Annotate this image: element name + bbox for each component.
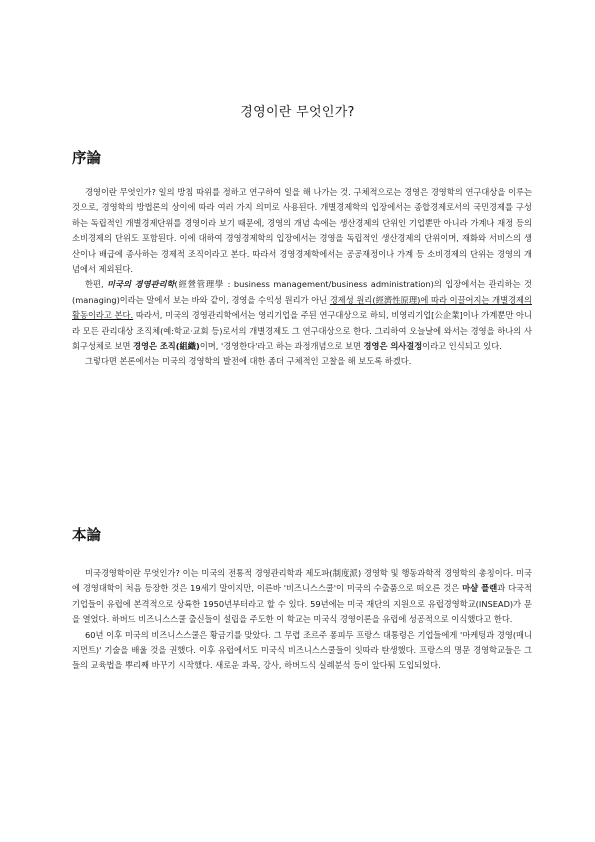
paragraph-text: 과 다국적기업들이 유럽에 본격적으로 상륙한 1950년부터라고 할 수 있다. 59년에는 미국 재단의 지원으로 유럽경영학교(INSEAD)가 문을 열었다. 하버드 비즈니스스쿨 출신들이 설립을 주도한 이 학교는 미국식 경영이론을 유럽에 성공적으로 이식했다고 한다. bbox=[72, 583, 532, 625]
paragraph-text: 따라서, 미국의 경영관리학에서는 영리기업을 주된 연구대상으로 하되, 비영리기업[公企業]이나 가계뿐만 아니라 모든 관리대상 조직체(예:학교·교회 등)로서의 개별경제도 그 연구대상으로 한다. 그리하여 오늘날에 와서는 경영을 하나의 사회구성체로 보면 bbox=[72, 310, 532, 352]
emphasis-text: 경영은 조직(組織) bbox=[133, 341, 200, 352]
paragraph bbox=[72, 185, 532, 277]
emphasis-text: 경제성 원리(經濟性原理)에 따라 이끌어지는 개별경제의 활동이라고 본다. bbox=[72, 294, 532, 321]
paragraph-text: 이며, '경영한다'라고 하는 과정개념으로 보면 bbox=[199, 341, 364, 352]
section-heading: 序論 bbox=[72, 150, 101, 167]
paragraph bbox=[72, 628, 532, 674]
section-body bbox=[72, 566, 532, 674]
section-body bbox=[72, 185, 532, 370]
paragraph-text: 60년 이후 미국의 비즈니스스쿨은 황금기를 맞았다. 그 무렵 조르주 퐁피두 프랑스 대통령은 기업들에게 '마케팅과 경영(매니지먼트)' 기술을 배울 것을 권했다. 이후 유럽에서도 미국식 비즈니스스쿨들이 잇따라 탄생했다. 프랑스의 명문 경영학교들은 그들의 교육법을 뿌리째 바꾸기 시작했다. 새로운 과목, 강사, 하버드식 실례분석 등이 앞다퉈 도입되었다. bbox=[72, 629, 532, 671]
paragraph-text: 이라고 인식되고 있다. bbox=[422, 341, 502, 352]
paragraph-text: (經營管理學 : business management/business administration)의 입장에서는 관리하는 것(managing)이라는 말에서 보는 바와 같이, 경영을 수익성 원리가 아닌 bbox=[72, 279, 532, 305]
document-title: 경영이란 무엇인가? bbox=[240, 105, 355, 120]
section-heading: 本論 bbox=[72, 527, 101, 544]
emphasis-text: 미국의 경영관리학 bbox=[107, 279, 175, 290]
paragraph-text: 한편, bbox=[85, 279, 108, 290]
section-introduction bbox=[72, 150, 532, 370]
emphasis-text: 마샬 플랜 bbox=[462, 583, 498, 594]
paragraph bbox=[72, 566, 532, 628]
emphasis-text: 경영은 의사결정 bbox=[363, 341, 423, 352]
paragraph bbox=[72, 354, 532, 369]
paragraph-text: 경영이란 무엇인가? 일의 방침 따위를 정하고 연구하여 일을 해 나가는 것. 구체적으로는 경영은 경영학의 연구대상을 이루는 것으로, 경영학의 방법론의 상이에 따라 여러 가지 의미로 사용된다. 개별경제학의 입장에서는 종합경제로서의 국민경제를 구성하는 독립적인 개별경제단위를 경영이라 보기 때문에, 경영의 개념 속에는 생산경제의 단위인 기업뿐만 아니라 가계나 재정 등의 소비경제의 단위도 포함된다. 이에 대하여 경영경제학의 입장에서는 경영을 독립적인 생산경제의 단위이며, 재화와 서비스의 생산이나 배급에 종사하는 경제적 조직이라고 본다. 따라서 경영경제학에서는 공공재정이나 가계 등 소비경제의 단위는 경영의 개념에서 제외된다. bbox=[72, 187, 532, 275]
paragraph-text: 미국경영학이란 무엇인가? 이는 미국의 전통적 경영관리학과 제도파(制度派) 경영학 및 행동과학적 경영학의 총칭이다. 미국에 경영대학이 처음 등장한 것은 19세기 말이지만, 이른바 '비즈니스스쿨'이 미국의 수출품으로 떠오른 것은 bbox=[72, 568, 532, 594]
paragraph bbox=[72, 277, 532, 354]
section-main-body bbox=[72, 527, 532, 674]
paragraph-text: 그렇다면 본론에서는 미국의 경영학의 발전에 대한 좀더 구체적인 고찰을 해 보도록 하겠다. bbox=[85, 356, 412, 367]
